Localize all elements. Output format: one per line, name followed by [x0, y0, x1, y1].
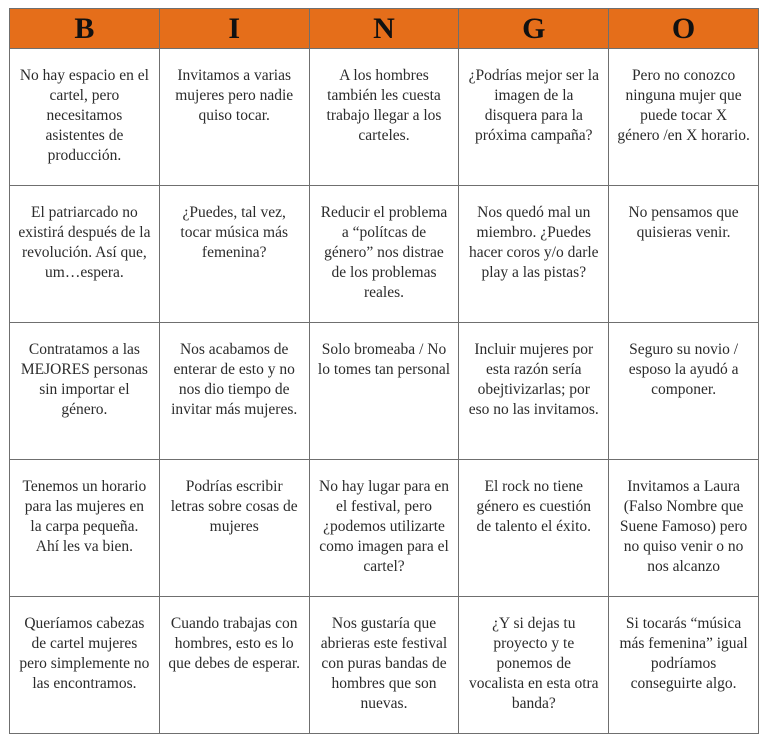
header-letter-i: I: [159, 9, 309, 49]
bingo-row: [10, 186, 759, 323]
bingo-cell-text: No hay espacio en el cartel, pero necesitamos asistentes de producción.: [19, 67, 149, 164]
bingo-cell: [159, 597, 309, 734]
bingo-cell-text: Nos quedó mal un miembro. ¿Puedes hacer coros y/o darle play a las pistas?: [469, 204, 599, 281]
bingo-cell-text: ¿Puedes, tal vez, tocar música más femenina?: [180, 204, 288, 261]
header-letter-n: N: [309, 9, 459, 49]
bingo-row: [10, 460, 759, 597]
bingo-row: [10, 323, 759, 460]
header-letter-g: G: [459, 9, 609, 49]
bingo-cell-text: El rock no tiene género es cuestión de talento el éxito.: [476, 478, 592, 535]
bingo-cell: [609, 49, 759, 186]
bingo-cell-text: Reducir el problema a “polítcas de género” nos distrae de los problemas reales.: [320, 204, 448, 301]
header-row: [10, 9, 759, 49]
bingo-cell-text: Solo bromeaba / No lo tomes tan personal: [317, 341, 451, 378]
bingo-cell: [10, 323, 160, 460]
bingo-cell-text: ¿Y si dejas tu proyecto y te ponemos de vocalista en esta otra banda?: [469, 615, 599, 712]
bingo-cell: [609, 323, 759, 460]
bingo-cell: [309, 460, 459, 597]
bingo-cell: [159, 49, 309, 186]
bingo-cell: [459, 460, 609, 597]
bingo-cell: [609, 186, 759, 323]
bingo-cell: [309, 597, 459, 734]
bingo-cell: [459, 323, 609, 460]
bingo-cell-text: Seguro su novio / esposo la ayudó a componer.: [628, 341, 739, 398]
bingo-cell-text: A los hombres también les cuesta trabajo llegar a los carteles.: [326, 67, 442, 144]
bingo-cell-text: Podrías escribir letras sobre cosas de mujeres: [170, 478, 298, 535]
bingo-cell-text: Invitamos a varias mujeres pero nadie quiso tocar.: [175, 67, 294, 124]
bingo-cell-text: Nos gustaría que abrieras este festival con puras bandas de hombres que son nuevas.: [320, 615, 448, 712]
bingo-cell: [10, 460, 160, 597]
bingo-cell-text: El patriarcado no existirá después de la revolución. Así que, um…espera.: [18, 204, 151, 281]
bingo-cell-text: Pero no conozco ninguna mujer que puede tocar X género /en X horario.: [617, 67, 750, 144]
bingo-cell: [459, 186, 609, 323]
bingo-cell-text: Cuando trabajas con hombres, esto es lo que debes de esperar.: [168, 615, 301, 672]
bingo-cell: [609, 460, 759, 597]
bingo-cell: [309, 49, 459, 186]
bingo-cell-text: Tenemos un horario para las mujeres en la carpa pequeña. Ahí les va bien.: [22, 478, 147, 555]
bingo-cell-text: No pensamos que quisieras venir.: [628, 204, 739, 241]
bingo-cell-text: No hay lugar para en el festival, pero ¿podemos utilizarte como imagen para el cartel?: [319, 478, 449, 575]
bingo-cell-text: ¿Podrías mejor ser la imagen de la disquera para la próxima campaña?: [468, 67, 599, 144]
bingo-cell: [309, 323, 459, 460]
bingo-cell-text: Si tocarás “música más femenina” igual podríamos conseguirte algo.: [619, 615, 748, 692]
bingo-cell-text: Invitamos a Laura (Falso Nombre que Suene Famoso) pero no quiso venir o no nos alcanzo: [619, 478, 748, 575]
bingo-cell-text: Incluir mujeres por esta razón sería obejtivizarlas; por eso no las invitamos.: [468, 341, 599, 418]
bingo-cell: [459, 597, 609, 734]
bingo-cell: [309, 186, 459, 323]
bingo-cell-text: Queríamos cabezas de cartel mujeres pero simplemente no las encontramos.: [19, 615, 150, 692]
bingo-cell: [159, 186, 309, 323]
bingo-board: [9, 8, 759, 734]
bingo-cell: [159, 323, 309, 460]
bingo-cell: [609, 597, 759, 734]
bingo-cell: [459, 49, 609, 186]
header-letter-b: B: [10, 9, 160, 49]
bingo-row: [10, 597, 759, 734]
bingo-cell-text: Nos acabamos de enterar de esto y no nos dio tiempo de invitar más mujeres.: [171, 341, 298, 418]
bingo-cell: [10, 186, 160, 323]
bingo-row: [10, 49, 759, 186]
bingo-cell: [10, 597, 160, 734]
header-letter-o: O: [609, 9, 759, 49]
bingo-cell-text: Contratamos a las MEJORES personas sin importar el género.: [20, 341, 148, 418]
bingo-cell: [159, 460, 309, 597]
bingo-cell: [10, 49, 160, 186]
